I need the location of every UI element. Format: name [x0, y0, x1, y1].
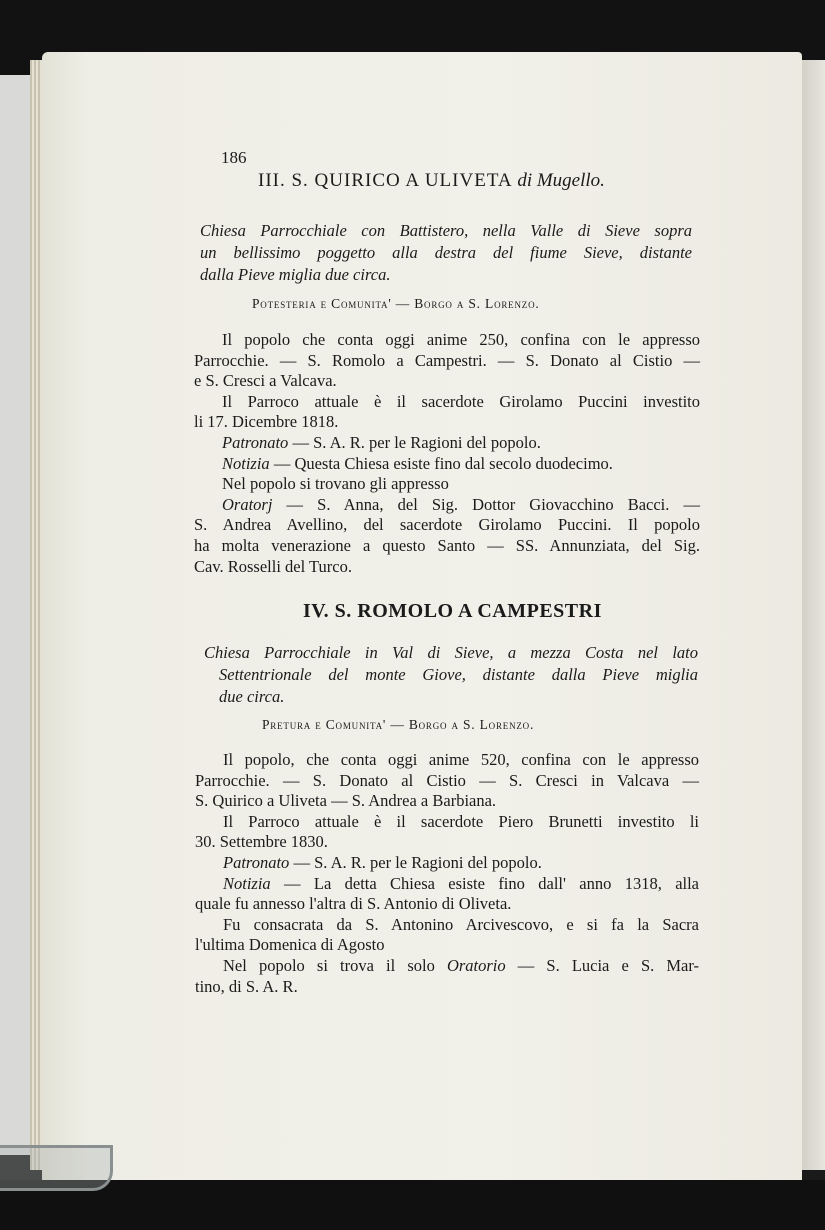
- body-line: S. Quirico a Uliveta — S. Andrea a Barbiana.: [195, 791, 497, 811]
- body-line-notizia: [195, 874, 699, 895]
- notizia-label: Notizia: [222, 453, 270, 473]
- heading-1-suffix: di Mugello.: [517, 170, 605, 191]
- heading-1-title: III. S. QUIRICO A ULIVETA: [258, 170, 512, 191]
- body-line: l'ultima Domenica di Agosto: [195, 935, 385, 955]
- patronato-label: Patronato: [222, 432, 289, 452]
- oratorio-lead: Nel popolo si trova il solo: [223, 955, 435, 975]
- body-line: Fu consacrata da S. Antonino Arcivescovo, e si fa la Sacra: [223, 914, 699, 934]
- body-line: S. Andrea Avellino, del sacerdote Girolamo Puccini. Il popolo: [194, 515, 700, 535]
- description-line: Settentrionale del monte Giove, distante dalla Pieve miglia: [219, 665, 698, 684]
- body-line: quale fu annesso l'altra di S. Antonio di Oliveta.: [195, 894, 512, 914]
- notizia-label: Notizia: [223, 873, 271, 893]
- body-line-patronato: [194, 433, 700, 454]
- description-line: Chiesa Parrocchiale con Battistero, nella Valle di Sieve sopra: [200, 221, 692, 240]
- notizia-text: — Questa Chiesa esiste fino dal secolo duodecimo.: [273, 453, 613, 473]
- dark-background-bottom: [0, 1180, 825, 1230]
- section-heading-2: IV. S. ROMOLO A CAMPESTRI: [303, 600, 602, 622]
- section-1-description: [200, 220, 692, 286]
- body-line: Il popolo, che conta oggi anime 520, confina con le appresso: [223, 750, 699, 769]
- section-1-body: [194, 330, 700, 577]
- oratorj-label: Oratorj: [222, 494, 273, 514]
- section-2-body: [195, 750, 699, 997]
- patronato-label: Patronato: [223, 852, 290, 872]
- oratorio-label: Oratorio: [446, 955, 506, 975]
- body-line: Cav. Rosselli del Turco.: [194, 556, 352, 576]
- section-heading-1: [258, 170, 605, 192]
- oratorj-text: — S. Anna, del Sig. Dottor Giovacchino Bacci. —: [286, 494, 700, 514]
- patronato-text: — S. A. R. per le Ragioni del popolo.: [292, 432, 541, 452]
- section-2-authority: Pretura e Comunita' — Borgo a S. Lorenzo.: [262, 717, 535, 732]
- body-line-oratorio: [195, 956, 699, 977]
- body-line: Nel popolo si trovano gli appresso: [222, 474, 449, 494]
- facing-page-edge: [798, 60, 825, 1170]
- page-number: 186: [221, 148, 247, 167]
- body-line: Parrocchie. — S. Donato al Cistio — S. Cresci in Valcava —: [195, 770, 699, 790]
- description-line: Chiesa Parrocchiale in Val di Sieve, a mezza Costa nel lato: [204, 643, 698, 662]
- body-line: Il popolo che conta oggi anime 250, confina con le appresso: [222, 330, 700, 349]
- body-line: li 17. Dicembre 1818.: [194, 412, 339, 432]
- section-2-description: [204, 642, 698, 708]
- body-line: ha molta venerazione a questo Santo — SS. Annunziata, del Sig.: [194, 535, 700, 555]
- body-line: Parrocchie. — S. Romolo a Campestri. — S. Donato al Cistio —: [194, 350, 700, 370]
- body-line: Il Parroco attuale è il sacerdote Piero Brunetti investito li: [223, 811, 699, 831]
- body-line-oratorj: [194, 495, 700, 516]
- body-line-notizia: [194, 454, 700, 475]
- page-clip: [0, 1145, 113, 1191]
- patronato-text: — S. A. R. per le Ragioni del popolo.: [293, 852, 542, 872]
- notizia-text: — La detta Chiesa esiste fino dall' anno 1318, alla: [284, 873, 700, 893]
- oratorio-text: — S. Lucia e S. Mar-: [517, 955, 700, 975]
- description-line: due circa.: [219, 687, 285, 706]
- body-line: 30. Settembre 1830.: [195, 832, 328, 852]
- body-line-patronato: [195, 853, 699, 874]
- body-line: tino, di S. A. R.: [195, 976, 298, 996]
- body-line: Il Parroco attuale è il sacerdote Girolamo Puccini investito: [222, 391, 700, 411]
- body-line: e S. Cresci a Valcava.: [194, 371, 337, 391]
- description-line: un bellissimo poggetto alla destra del fiume Sieve, distante: [200, 243, 692, 262]
- description-line: dalla Pieve miglia due circa.: [200, 265, 391, 284]
- section-1-authority: Potesteria e Comunita' — Borgo a S. Lorenzo.: [252, 296, 540, 311]
